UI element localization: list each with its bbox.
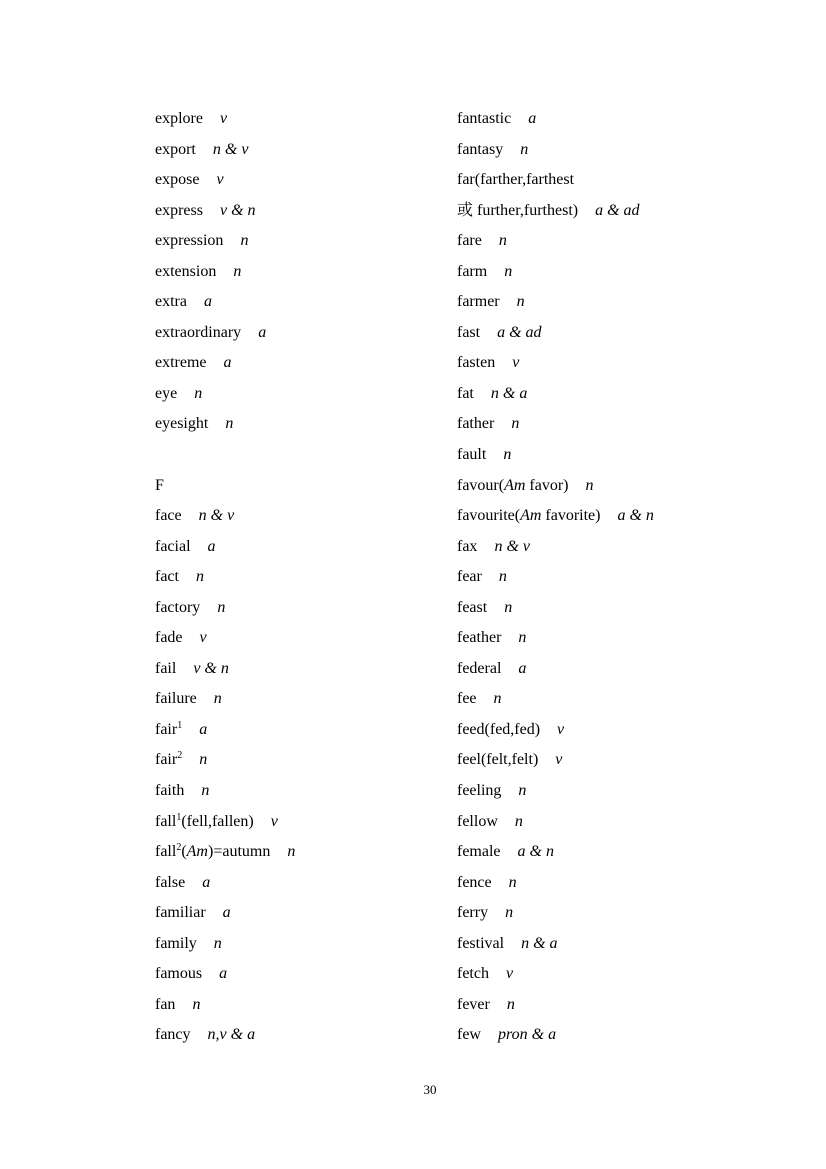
pos-tag: n [498, 568, 507, 586]
pos-tag: n & v [212, 140, 249, 158]
word-text: favour( [457, 476, 505, 494]
pos-tag: n [504, 598, 513, 616]
word-text: ( [181, 843, 187, 861]
word-text: female [457, 843, 501, 861]
entry-row [457, 501, 797, 532]
pos-tag: n [213, 934, 222, 952]
entry-row [155, 715, 450, 746]
entry-word [155, 538, 191, 555]
word-text: ferry [457, 904, 489, 922]
entry-row [155, 745, 450, 776]
pos-tag: n,v & a [207, 1026, 256, 1044]
entry-word [155, 507, 182, 524]
pos-tag: n [504, 262, 513, 280]
entry-row [457, 379, 797, 410]
pos-tag: a [222, 904, 231, 922]
pos-tag: n [217, 598, 226, 616]
entry-word [155, 263, 216, 280]
entry-word [155, 385, 177, 402]
section-header-row [155, 471, 450, 502]
homograph-superscript: 1 [177, 719, 183, 731]
word-text: extraordinary [155, 323, 242, 341]
entry-word [457, 629, 501, 646]
entry-word [155, 996, 175, 1013]
entry-row [155, 776, 450, 807]
entry-row [457, 807, 797, 838]
pos-tag: a [203, 293, 212, 311]
word-text: feast [457, 598, 488, 616]
word-text: fee [457, 690, 477, 708]
word-text: farm [457, 262, 488, 280]
entry-row [457, 837, 797, 868]
pos-tag: a & ad [497, 323, 542, 341]
entry-word [457, 293, 500, 310]
entry-row [457, 104, 797, 135]
entry-row [155, 226, 450, 257]
entry-word [155, 629, 183, 646]
entry-word [457, 660, 501, 677]
word-text: expression [155, 232, 224, 250]
entry-row [457, 440, 797, 471]
entry-word [155, 293, 187, 310]
word-text: explore [155, 110, 203, 127]
word-text: favorite) [541, 507, 601, 525]
pos-tag: v [557, 720, 565, 738]
entry-row [155, 929, 450, 960]
entry-row [457, 471, 797, 502]
word-text: face [155, 507, 182, 525]
entry-word [155, 721, 182, 738]
entry-row [155, 318, 450, 349]
entry-row [155, 837, 450, 868]
pos-tag: v [270, 812, 278, 830]
entry-word [155, 1026, 191, 1043]
entry-word [457, 568, 482, 585]
entry-word [457, 904, 488, 921]
word-text: fade [155, 629, 183, 647]
entry-word [457, 874, 492, 891]
pos-tag: a & n [517, 843, 554, 861]
entry-word [155, 354, 207, 371]
entry-row [155, 165, 450, 196]
word-text: far(farther,farthest [457, 171, 575, 189]
entry-row [155, 1020, 450, 1051]
pos-tag: n [585, 476, 594, 494]
pos-tag: n [213, 690, 222, 708]
entry-row [155, 623, 450, 654]
pos-tag: n [516, 293, 525, 311]
entry-row [155, 562, 450, 593]
entry-word [155, 324, 241, 341]
word-list-column-right [457, 104, 797, 1051]
word-text: factory [155, 598, 201, 616]
entry-word [457, 110, 511, 127]
word-text: eyesight [155, 415, 209, 433]
entry-row [457, 287, 797, 318]
entry-row [155, 135, 450, 166]
entry-row [457, 959, 797, 990]
word-text: fact [155, 568, 179, 586]
entry-word [457, 538, 477, 555]
entry-word [155, 935, 197, 952]
entry-word [155, 782, 184, 799]
pos-tag: n [506, 995, 515, 1013]
word-text: expose [155, 171, 200, 189]
pos-tag: a & ad [595, 201, 640, 219]
word-text: federal [457, 659, 502, 677]
entry-row [457, 532, 797, 563]
pos-tag: n & a [490, 384, 528, 402]
word-list-column-left [155, 104, 450, 1051]
word-text: feed(fed,fed) [457, 720, 541, 738]
entry-word [457, 415, 494, 432]
entry-row [457, 929, 797, 960]
entry-row [457, 593, 797, 624]
pos-tag: n [225, 415, 234, 433]
entry-word [457, 232, 482, 249]
word-text: fall [155, 812, 177, 830]
entry-row [155, 990, 450, 1021]
entry-word [457, 721, 540, 738]
pos-tag: n [508, 873, 517, 891]
entry-row [457, 348, 797, 379]
pos-tag: a [199, 720, 208, 738]
entry-row [155, 379, 450, 410]
pos-tag: n [195, 568, 204, 586]
entry-row [155, 104, 450, 135]
entry-row [155, 654, 450, 685]
word-text: feeling [457, 782, 502, 800]
pos-tag: a [528, 110, 537, 127]
pos-tag: v [199, 629, 207, 647]
entry-row [457, 165, 797, 196]
homograph-superscript: 1 [176, 811, 182, 823]
word-text: fare [457, 232, 482, 250]
word-text: fax [457, 537, 478, 555]
word-text: fasten [457, 354, 496, 372]
entry-row [457, 868, 797, 899]
word-text: failure [155, 690, 197, 708]
entry-row [457, 257, 797, 288]
entry-word [155, 660, 176, 677]
word-text: fetch [457, 965, 489, 983]
entry-row [457, 776, 797, 807]
pos-tag: n [194, 384, 203, 402]
word-text: festival [457, 934, 505, 952]
pos-tag: n [520, 140, 529, 158]
word-text: fat [457, 384, 474, 402]
entry-row [457, 715, 797, 746]
pos-tag: n [240, 232, 249, 250]
word-text: favor) [525, 476, 569, 494]
word-text: feel(felt,felt) [457, 751, 539, 769]
pos-tag: a [219, 965, 228, 983]
word-text: 或 further,furthest) [457, 201, 579, 219]
word-text: export [155, 140, 196, 158]
pos-tag: a & n [617, 507, 654, 525]
pos-tag: n [287, 843, 296, 861]
word-text: favourite( [457, 507, 521, 525]
entry-row [155, 348, 450, 379]
word-text: familiar [155, 904, 206, 922]
entry-row [155, 868, 450, 899]
word-text: Am [186, 843, 208, 861]
word-text: fair [155, 720, 178, 738]
word-text: )=autumn [207, 843, 271, 861]
pos-tag: n [199, 751, 208, 769]
entry-word [155, 751, 182, 768]
entry-word [457, 477, 569, 494]
entry-word [457, 1026, 481, 1043]
entry-row [457, 1020, 797, 1051]
entry-word [457, 965, 489, 982]
entry-row [155, 532, 450, 563]
pos-tag: n [518, 629, 527, 647]
pos-tag: a [223, 354, 232, 372]
word-text: fence [457, 873, 492, 891]
word-text: extension [155, 262, 217, 280]
entry-row [155, 684, 450, 715]
entry-row [457, 623, 797, 654]
entry-row [457, 196, 797, 227]
homograph-superscript: 2 [176, 842, 182, 854]
entry-word [155, 141, 196, 158]
word-text: fantasy [457, 140, 504, 158]
pos-tag: pron & a [497, 1026, 557, 1044]
entry-row [155, 501, 450, 532]
pos-tag: n [493, 690, 502, 708]
entry-row [155, 257, 450, 288]
pos-tag: v [505, 965, 514, 983]
word-text: facial [155, 537, 191, 555]
pos-tag: a [518, 659, 527, 677]
entry-word [457, 782, 501, 799]
word-text: fellow [457, 812, 498, 830]
word-text: fear [457, 568, 482, 586]
word-text: (fell,fallen) [181, 812, 254, 830]
entry-row [155, 287, 450, 318]
entry-word [155, 171, 199, 188]
entry-word [155, 813, 254, 830]
word-text: fast [457, 323, 481, 341]
pos-tag: n [498, 232, 507, 250]
entry-row [457, 318, 797, 349]
entry-row [155, 959, 450, 990]
entry-word [457, 141, 503, 158]
pos-tag: a [258, 323, 267, 341]
pos-tag: n [192, 995, 201, 1013]
entry-row [155, 593, 450, 624]
pos-tag: v [216, 171, 224, 189]
entry-word [155, 415, 208, 432]
entry-row [457, 226, 797, 257]
word-text: Am [504, 476, 526, 494]
entry-word [457, 202, 578, 219]
entry-row [457, 990, 797, 1021]
entry-word [457, 171, 574, 188]
entry-row [155, 409, 450, 440]
word-text: father [457, 415, 495, 433]
entry-word [457, 354, 495, 371]
pos-tag: n & a [521, 934, 558, 952]
entry-word [457, 507, 600, 524]
word-text: farmer [457, 293, 500, 311]
pos-tag: n [233, 262, 242, 280]
entry-word [457, 446, 486, 463]
entry-row [457, 409, 797, 440]
pos-tag: v [555, 751, 563, 769]
entry-word [155, 843, 270, 860]
entry-word [457, 263, 487, 280]
entry-word [155, 904, 206, 921]
pos-tag: n & v [494, 537, 530, 555]
section-letter: F [155, 476, 164, 494]
entry-row [457, 562, 797, 593]
word-text: false [155, 873, 186, 891]
word-text: express [155, 201, 203, 219]
entry-row [457, 745, 797, 776]
entry-row [155, 898, 450, 929]
word-text: extreme [155, 354, 207, 372]
pos-tag: v [219, 110, 228, 127]
word-text: feather [457, 629, 502, 647]
word-text: fantastic [457, 110, 512, 127]
entry-word [457, 935, 504, 952]
word-text: fan [155, 995, 176, 1013]
entry-word [457, 843, 501, 860]
pos-tag: v [512, 354, 520, 372]
word-text: extra [155, 293, 187, 311]
pos-tag: a [202, 873, 211, 891]
entry-word [155, 965, 202, 982]
word-text: famous [155, 965, 203, 983]
entry-word [155, 874, 185, 891]
blank-row [155, 440, 450, 471]
word-text: faith [155, 782, 185, 800]
entry-row [155, 807, 450, 838]
word-text: fancy [155, 1026, 191, 1044]
entry-word [155, 232, 223, 249]
entry-word [155, 110, 203, 127]
entry-word [457, 599, 487, 616]
pos-tag: n [514, 812, 523, 830]
pos-tag: v & n [219, 201, 256, 219]
entry-row [457, 654, 797, 685]
pos-tag: n [511, 415, 520, 433]
pos-tag: n [518, 782, 527, 800]
word-text: fair [155, 751, 178, 769]
entry-row [155, 196, 450, 227]
pos-tag: n [503, 446, 512, 464]
entry-word [457, 751, 538, 768]
entry-word [457, 385, 474, 402]
pos-tag: n [505, 904, 514, 922]
word-text: fall [155, 843, 177, 861]
entry-word [155, 568, 179, 585]
entry-row [457, 684, 797, 715]
word-text: family [155, 934, 197, 952]
word-text: eye [155, 384, 178, 402]
pos-tag: n [201, 782, 210, 800]
homograph-superscript: 2 [177, 750, 183, 762]
entry-row [457, 898, 797, 929]
entry-word [457, 813, 498, 830]
entry-word [155, 690, 197, 707]
pos-tag: n & v [198, 507, 235, 525]
entry-row [457, 135, 797, 166]
word-text: few [457, 1026, 481, 1044]
word-text: fail [155, 659, 177, 677]
pos-tag: v & n [193, 659, 229, 677]
word-text: Am [520, 507, 542, 525]
pos-tag: a [207, 537, 216, 555]
entry-word [457, 690, 477, 707]
word-text: fever [457, 995, 490, 1013]
entry-word [457, 324, 480, 341]
page-number: 30 [423, 1082, 437, 1097]
entry-word [155, 599, 200, 616]
entry-word [155, 202, 203, 219]
word-text: fault [457, 446, 487, 464]
entry-word [457, 996, 490, 1013]
